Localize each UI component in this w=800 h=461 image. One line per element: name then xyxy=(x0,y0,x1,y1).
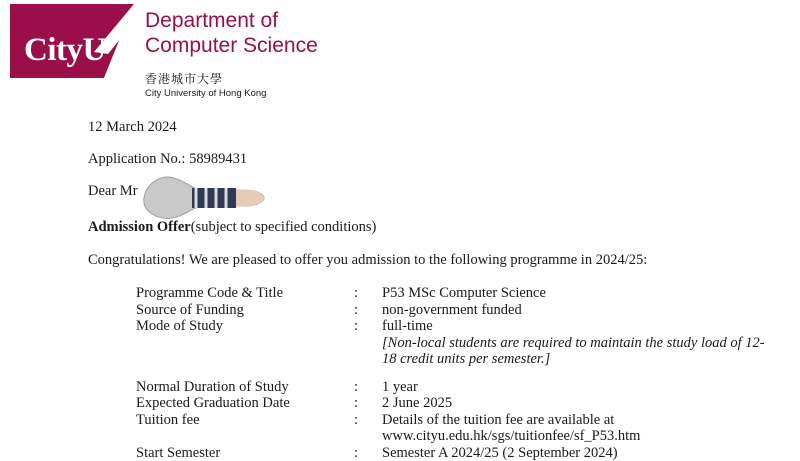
detail-value-note: [Non-local students are required to maintain the study load of 12-18 credit units per semester.] xyxy=(382,334,765,367)
application-number-label: Application No.: xyxy=(88,151,186,167)
detail-value xyxy=(382,318,776,368)
table-spacer xyxy=(136,368,776,379)
detail-colon: : xyxy=(354,411,359,428)
detail-label: Tuition fee xyxy=(136,411,200,428)
detail-label: Normal Duration of Study xyxy=(136,378,289,395)
detail-label: Source of Funding xyxy=(136,301,244,318)
detail-value: Semester A 2024/25 (2 September 2024) xyxy=(382,444,618,461)
detail-label: Start Semester xyxy=(136,444,221,461)
table-row xyxy=(136,395,776,412)
offer-details-body xyxy=(136,285,776,461)
detail-label: Programme Code & Title xyxy=(136,285,284,301)
letterhead xyxy=(0,0,800,110)
detail-label: Expected Graduation Date xyxy=(136,395,290,411)
detail-value: P53 MSc Computer Science xyxy=(382,285,546,301)
detail-colon: : xyxy=(354,285,359,301)
offer-subnote: (subject to specified conditions) xyxy=(190,219,377,235)
offer-heading-line xyxy=(88,219,376,236)
table-row xyxy=(136,318,776,368)
congratulations-paragraph: Congratulations! We are pleased to offer you admission to the following programme in 2024/25: xyxy=(88,252,648,268)
department-title-line2: Computer Science xyxy=(145,34,318,57)
university-name-chinese: 香港城市大學 xyxy=(145,72,224,86)
table-row xyxy=(136,379,776,396)
application-number-value: 58989431 xyxy=(189,151,248,167)
department-title-line1: Department of xyxy=(145,9,279,32)
table-spacer-cell xyxy=(136,368,776,379)
table-row xyxy=(136,412,776,445)
department-title xyxy=(145,8,318,58)
detail-label: Mode of Study xyxy=(136,318,223,334)
tuition-fee-url[interactable]: www.cityu.edu.hk/sgs/tuitionfee/sf_P53.htm xyxy=(382,428,641,444)
salutation: Dear Mr xyxy=(88,183,138,199)
detail-value-text: full-time xyxy=(382,318,433,334)
university-name-english: City University of Hong Kong xyxy=(145,88,267,99)
offer-details-table xyxy=(136,285,776,461)
detail-colon: : xyxy=(354,378,359,395)
detail-value: non-government funded xyxy=(382,301,522,318)
application-number xyxy=(88,151,247,168)
cityu-logo-text: CityU xyxy=(24,32,106,68)
table-row xyxy=(136,285,776,302)
detail-colon: : xyxy=(354,395,359,411)
detail-value: 1 year xyxy=(382,378,418,395)
table-row xyxy=(136,302,776,319)
detail-colon: : xyxy=(354,444,359,461)
detail-value-text: Details of the tuition fee are available at xyxy=(382,411,615,428)
table-row xyxy=(136,445,776,461)
detail-value xyxy=(382,412,776,445)
offer-heading: Admission Offer xyxy=(88,219,191,235)
detail-value: 2 June 2025 xyxy=(382,395,453,411)
detail-colon: : xyxy=(354,318,359,334)
detail-colon: : xyxy=(354,301,359,318)
letter-date: 12 March 2024 xyxy=(88,119,177,135)
cityu-logo xyxy=(8,2,136,80)
